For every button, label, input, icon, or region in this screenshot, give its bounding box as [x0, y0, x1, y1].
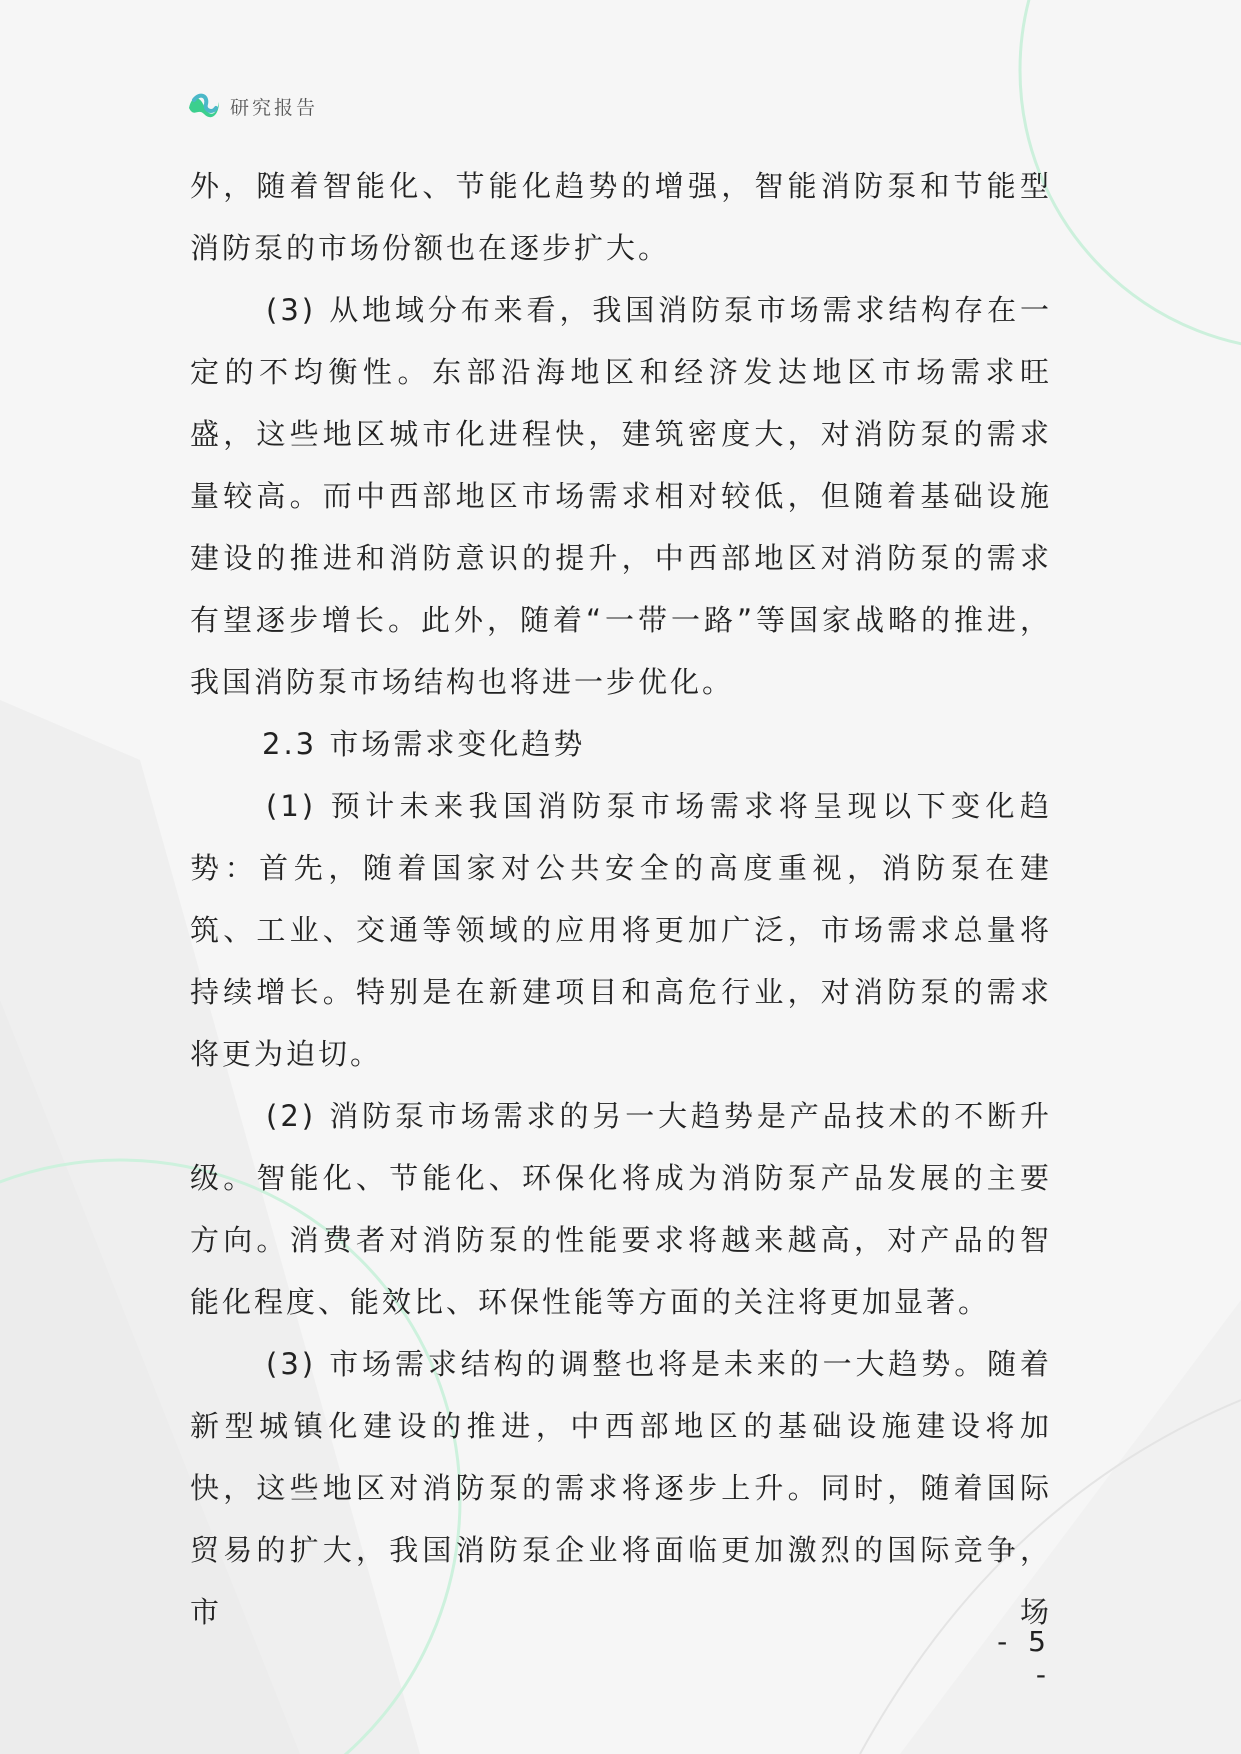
document-body [190, 155, 1052, 1643]
paragraph-regional-distribution: (3) 从地域分布来看，我国消防泵市场需求结构存在一定的不均衡性。东部沿海地区和经济发达地区市场需求旺盛，这些地区城市化进程快，建筑密度大，对消防泵的需求量较高。而中西部地区市场需求相对较低，但随着基础设施建设的推进和消防意识的提升，中西部地区对消防泵的需求有望逐步增长。此外，随着“一带一路”等国家战略的推进，我国消防泵市场结构也将进一步优化。 [190, 293, 1052, 699]
section-heading: 2.3 市场需求变化趋势 [262, 727, 586, 761]
paragraph-trend-2: (2) 消防泵市场需求的另一大趋势是产品技术的不断升级。智能化、节能化、环保化将成为消防泵产品发展的主要方向。消费者对消防泵的性能要求将越来越高，对产品的智能化程度、能效比、环保性能等方面的关注将更加显著。 [190, 1099, 1052, 1319]
paragraph-trend-1: (1) 预计未来我国消防泵市场需求将呈现以下变化趋势：首先，随着国家对公共安全的高度重视，消防泵在建筑、工业、交通等领域的应用将更加广泛，市场需求总量将持续增长。特别是在新建项目和高危行业，对消防泵的需求将更为迫切。 [190, 789, 1052, 1071]
page-number: - 5 - [997, 1625, 1052, 1691]
header-title: 研究报告 [230, 96, 319, 119]
paragraph-continued: 外，随着智能化、节能化趋势的增强，智能消防泵和节能型消防泵的市场份额也在逐步扩大。 [190, 169, 1052, 265]
report-header [186, 88, 318, 124]
paragraph-trend-3: (3) 市场需求结构的调整也将是未来的一大趋势。随着新型城镇化建设的推进，中西部地区的基础设施建设将加快，这些地区对消防泵的需求将逐步上升。同时，随着国际贸易的扩大，我国消防泵企业将面临更加激烈的国际竞争，市场 [190, 1347, 1052, 1629]
logo-icon [186, 88, 222, 124]
